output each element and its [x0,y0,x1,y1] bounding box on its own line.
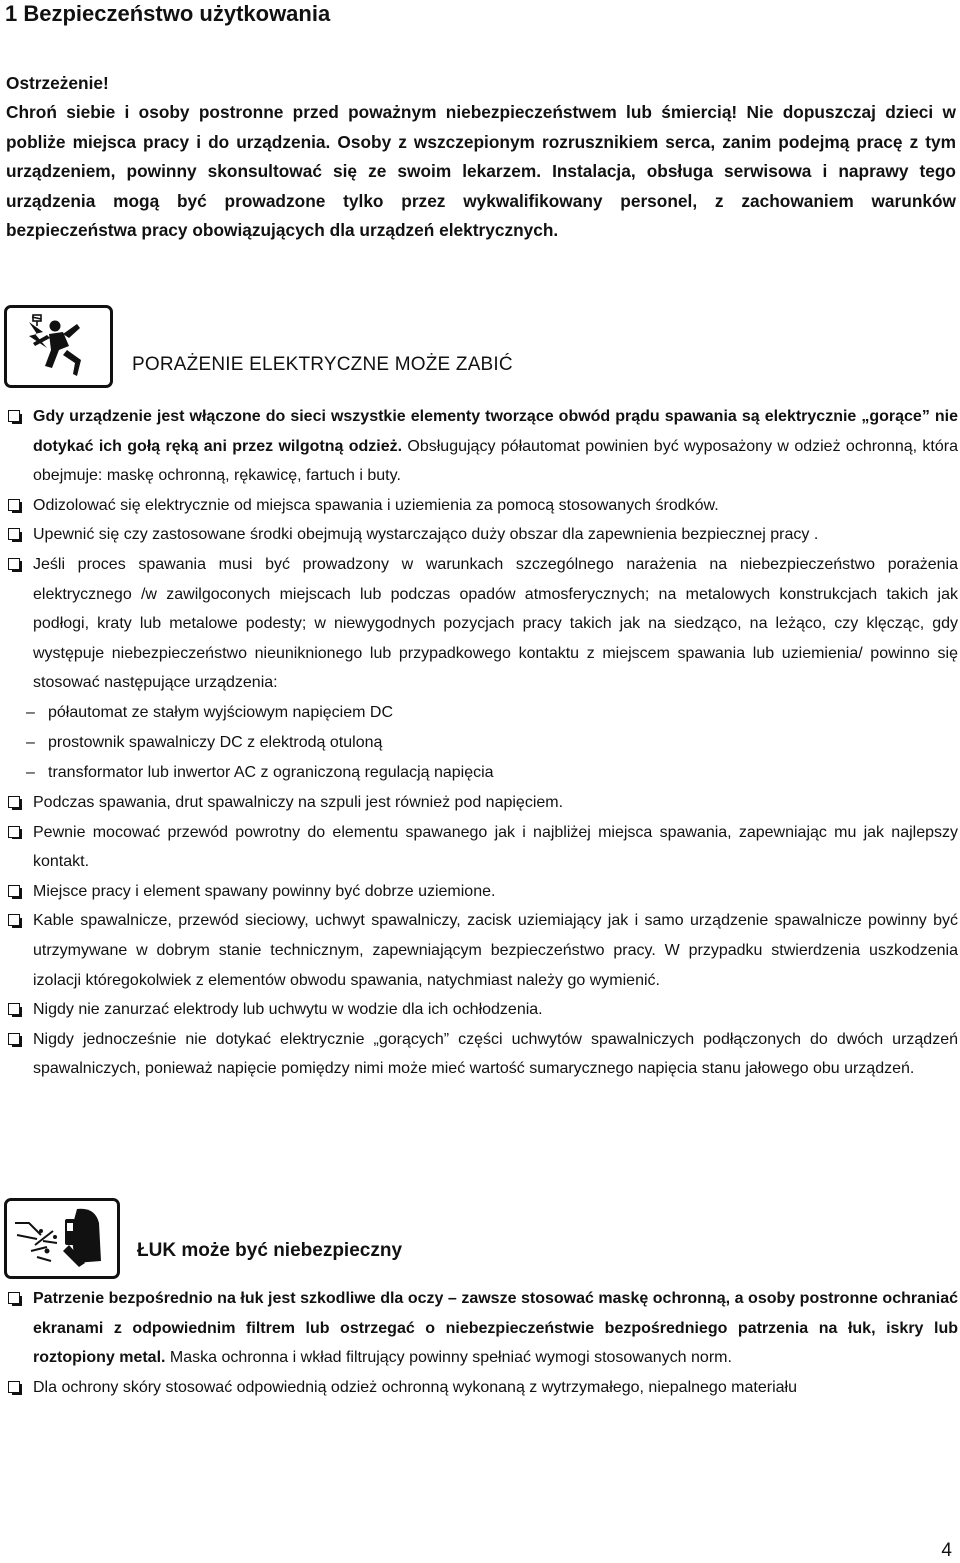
item-text: Pewnie mocować przewód powrotny do elementu spawanego jak i najbliżej miejsca spawania, zapewniając mu jak najlepszy kontakt. [33,823,958,871]
shock-list [6,402,958,1084]
welding-arc-warning-icon-graphic [7,1201,117,1276]
list-item [6,995,958,1025]
checkbox-icon [8,410,20,422]
list-item [6,491,958,521]
list-item [6,550,958,698]
item-text: Odizolować się elektrycznie od miejsca spawania i uziemienia za pomocą stosowanych środków. [33,496,719,514]
list-item [6,818,958,877]
welding-arc-warning-icon [4,1198,120,1279]
list-item [6,877,958,907]
item-text: Nigdy jednocześnie nie dotykać elektrycznie „gorących” części uchwytów spawalniczych podłączonych do dwóch urządzeń spawalniczych, ponieważ napięcie pomiędzy nimi może mieć wartość sumarycznego napięcia stanu jałowego obu urządzeń. [33,1030,958,1078]
sub-list-item [6,698,958,728]
list-item [6,520,958,550]
list-item [6,1373,958,1403]
item-text: Nigdy nie zanurzać elektrody lub uchwytu w wodzie dla ich ochłodzenia. [33,1001,543,1019]
checkbox-icon [8,528,20,540]
item-text: Miejsce pracy i element spawany powinny być dobrze uziemione. [33,882,496,900]
list-item [6,1025,958,1084]
sub-item-text: półautomat ze stałym wyjściowym napięciem DC [48,703,393,721]
warning-label: Ostrzeżenie! [6,73,109,93]
checkbox-icon [8,558,20,570]
electric-shock-warning-icon [4,305,113,388]
arc-heading: ŁUK może być niebezpieczny [137,1240,403,1261]
checkbox-icon [8,1033,20,1045]
checkbox-icon [8,1003,20,1015]
checkbox-icon [8,1292,20,1304]
item-text: Maska ochronna i wkład filtrujący powinny spełniać wymogi stosowanych norm. [165,1349,732,1367]
dash-icon: – [26,733,35,751]
item-text: Jeśli proces spawania musi być prowadzony w warunkach szczególnego narażenia na niebezpieczeństwo porażenia elektrycznego /w zawilgoconych miejscach lub podczas opadów atmosferycznych; na metalowych konstrukcjach takich jak podłogi, kraty lub metalowe podesty; w niewygodnych pozycjach pracy takich jak na siedząco, na leżąco, czy klęcząc, gdy występuje niebezpieczeństwo nieuniknionego lub przypadkowego kontaktu z miejscem spawania lub uziemienia/ powinno się stosować następujące urządzenia: [33,555,958,692]
list-item [6,906,958,995]
shock-heading: PORAŻENIE ELEKTRYCZNE MOŻE ZABIĆ [132,354,513,375]
item-bold-text: Gdy urządzenie jest włączone do sieci wszystkie elementy tworzące obwód prądu spawania są elektrycznie „gorące” nie dotykać ich gołą ręką ani przez wilgotną odzież. [33,408,958,455]
sub-item-text: transformator lub inwertor AC z ograniczoną regulacją napięcia [48,763,494,781]
checkbox-icon [8,914,20,926]
list-item [6,402,958,491]
arc-list [6,1284,958,1402]
item-bold-text: Patrzenie bezpośrednio na łuk jest szkodliwe dla oczy – zawsze stosować maskę ochronną, a osoby postronne ochraniać ekranami z odpowiednim filtrem lub ostrzegać o niebezpieczeństwie bezpośredniego patrzenia na łuk, iskry lub roztopiony metal. [33,1290,958,1367]
intro-warning [6,69,956,245]
page-title: 1 Bezpieczeństwo użytkowania [5,1,331,26]
sub-list-item [6,758,958,788]
intro-paragraph: Chroń siebie i osoby postronne przed poważnym niebezpieczeństwem lub śmiercią! Nie dopuszczaj dzieci w pobliże miejsca pracy i do urządzenia. Osoby z wszczepionym rozrusznikiem serca, zanim podejmą pracę z tym urządzeniem, powinny skonsultować się ze swoim lekarzem. Instalacja, obsługa serwisowa i naprawy tego urządzenia mogą być prowadzone tylko przez wykwalifikowany personel, z zachowaniem warunków bezpieczeństwa pracy obowiązujących dla urządzeń elektrycznych. [6,102,956,241]
item-text: Obsługujący półautomat powinien być wyposażony w odzież ochronną, która obejmuje: maskę ochronną, rękawicę, fartuch i buty. [33,437,959,485]
electric-shock-warning-icon-graphic [7,308,110,385]
dash-icon: – [26,703,35,721]
item-text: Dla ochrony skóry stosować odpowiednią odzież ochronną wykonaną z wytrzymałego, niepalnego materiału [33,1378,797,1396]
list-item [6,1284,958,1373]
checkbox-icon [8,1381,20,1393]
item-text: Kable spawalnicze, przewód sieciowy, uchwyt spawalniczy, zacisk uziemiający jak i samo urządzenie spawalnicze powinny być utrzymywane w dobrym stanie technicznym, zapewniającym bezpieczeństwo pracy. W przypadku stwierdzenia uszkodzenia izolacji któregokolwiek z elementów obwodu spawania, natychmiast należy go wymienić. [33,912,958,989]
page-number: 4 [941,1540,952,1561]
checkbox-icon [8,885,20,897]
item-text: Podczas spawania, drut spawalniczy na szpuli jest również pod napięciem. [33,793,564,811]
checkbox-icon [8,499,20,511]
sub-item-text: prostownik spawalniczy DC z elektrodą otuloną [48,733,383,751]
item-text: Upewnić się czy zastosowane środki obejmują wystarczająco duży obszar dla zapewnienia bezpiecznej pracy . [33,526,819,544]
dash-icon: – [26,763,35,781]
checkbox-icon [8,826,20,838]
checkbox-icon [8,796,20,808]
list-item [6,788,958,818]
sub-list-item [6,728,958,758]
